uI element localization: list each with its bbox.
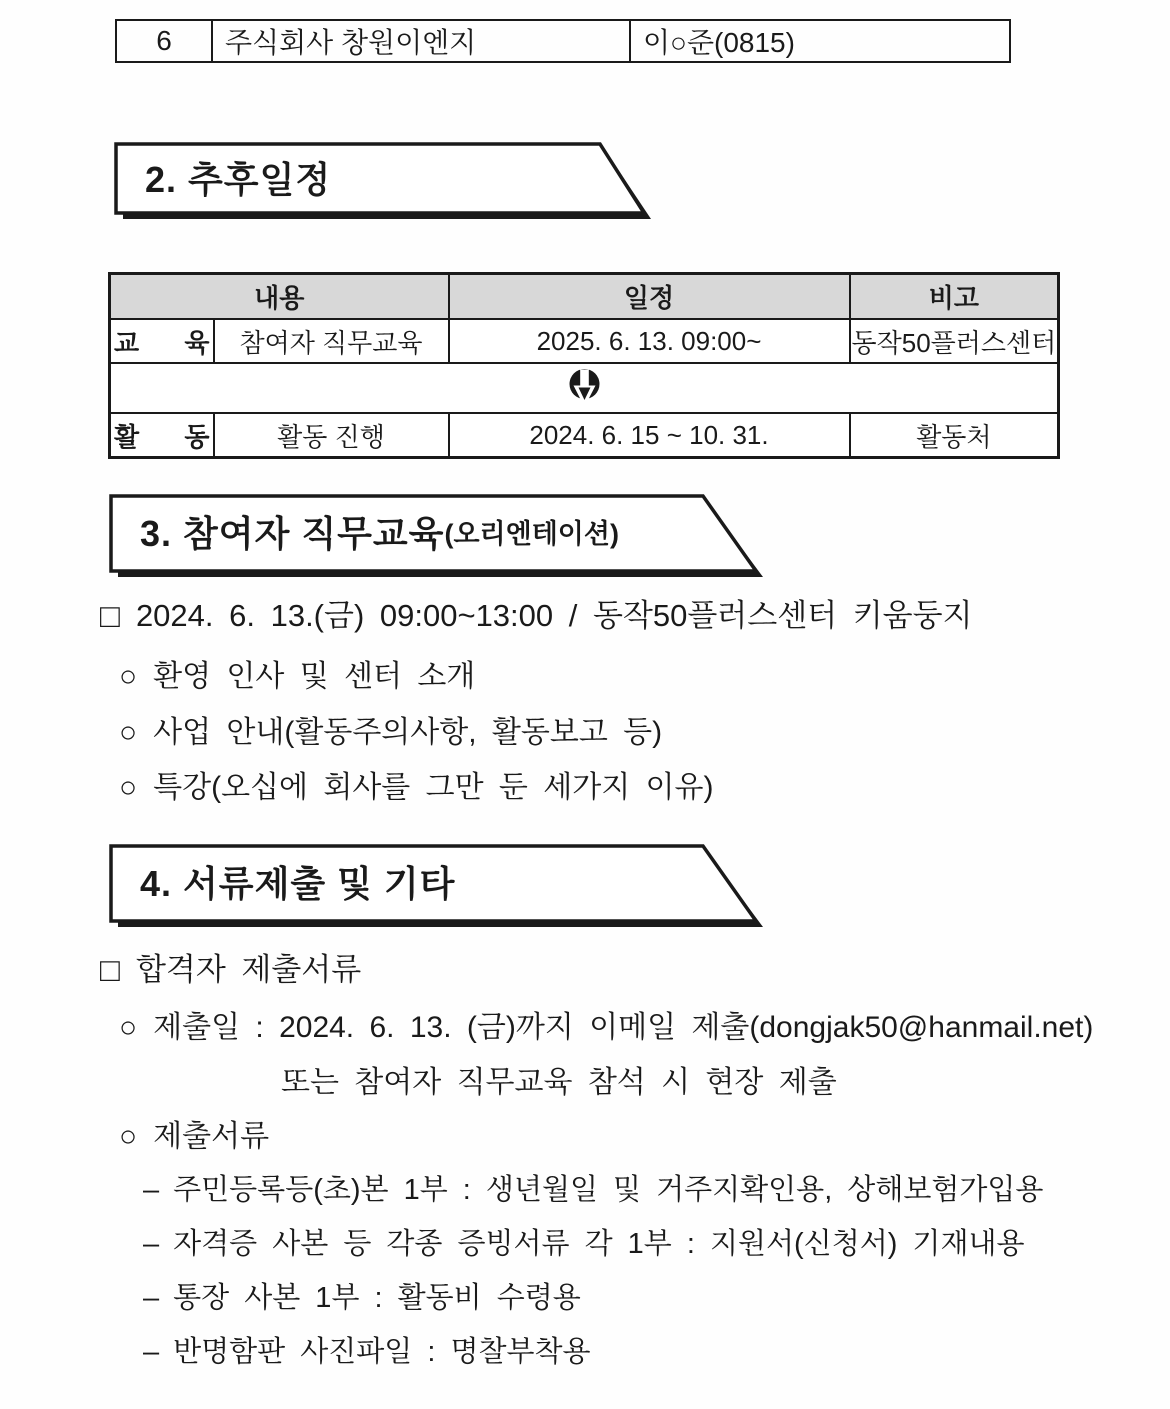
docs-label-line bbox=[119, 1111, 269, 1155]
document-item bbox=[143, 1275, 581, 1316]
schedule-cell: 2025. 6. 13. 09:00~ bbox=[449, 319, 850, 363]
category-cell: 교 육 bbox=[110, 319, 214, 363]
square-bullet-icon: □ bbox=[100, 597, 120, 634]
document-item bbox=[143, 1221, 1025, 1262]
section2-title: 2. 추후일정 bbox=[145, 158, 332, 200]
note-cell: 활동처 bbox=[850, 413, 1059, 458]
square-bullet-icon: □ bbox=[100, 951, 120, 988]
document-item-text: 반명함판 사진파일 : 명찰부착용 bbox=[173, 1336, 591, 1368]
docs-label-text: 제출서류 bbox=[153, 1120, 270, 1153]
top-company-table bbox=[115, 19, 1011, 63]
circle-bullet-icon: ○ bbox=[119, 1120, 138, 1153]
submit-date-continuation: 또는 참여자 직무교육 참석 시 현장 제출 bbox=[281, 1066, 837, 1099]
document-item bbox=[143, 1167, 1043, 1208]
schedule-row-education bbox=[110, 319, 1059, 363]
section2-banner bbox=[113, 141, 658, 223]
schedule-arrow-row bbox=[110, 363, 1059, 413]
submit-docs-subhead-text: 합격자 제출서류 bbox=[135, 952, 362, 987]
orientation-headline-text: 2024. 6. 13.(금) 09:00~13:00 / 동작50플러스센터 키움둥지 bbox=[135, 598, 973, 633]
orientation-item-text: 특강(오십에 회사를 그만 둔 세가지 이유) bbox=[153, 771, 714, 804]
section3-title-suffix: (오리엔테이션) bbox=[444, 519, 619, 550]
orientation-item-text: 사업 안내(활동주의사항, 활동보고 등) bbox=[153, 716, 663, 749]
document-item-text: 자격증 사본 등 각종 증빙서류 각 1부 : 지원서(신청서) 기재내용 bbox=[173, 1228, 1025, 1260]
circle-bullet-icon: ○ bbox=[119, 660, 138, 693]
row-number-cell: 6 bbox=[116, 20, 212, 62]
section3-title-main: 3. 참여자 직무교육 bbox=[140, 513, 445, 555]
schedule-table bbox=[108, 272, 1060, 459]
dash-bullet-icon: – bbox=[143, 1282, 160, 1314]
content-cell: 활동 진행 bbox=[214, 413, 449, 458]
orientation-item bbox=[119, 762, 713, 806]
header-note: 비고 bbox=[850, 274, 1059, 320]
orientation-headline bbox=[100, 590, 972, 635]
schedule-header-row bbox=[110, 274, 1059, 320]
section3-title bbox=[140, 493, 619, 570]
orientation-item bbox=[119, 707, 662, 751]
arrow-cell bbox=[110, 363, 1059, 413]
circle-bullet-icon: ○ bbox=[119, 716, 138, 749]
submit-docs-subhead bbox=[100, 944, 361, 989]
dash-bullet-icon: – bbox=[143, 1336, 160, 1368]
dash-bullet-icon: – bbox=[143, 1174, 160, 1206]
dash-bullet-icon: – bbox=[143, 1228, 160, 1260]
company-name-cell: 주식회사 창원이엔지 bbox=[212, 20, 630, 62]
header-schedule: 일정 bbox=[449, 274, 850, 320]
document-item-text: 통장 사본 1부 : 활동비 수령용 bbox=[173, 1282, 581, 1314]
section4-banner bbox=[108, 843, 768, 931]
document-item bbox=[143, 1329, 591, 1370]
section3-banner bbox=[108, 493, 768, 581]
submit-date-text: 제출일 : 2024. 6. 13. (금)까지 이메일 제출(dongjak50@hanmail.net) bbox=[153, 1011, 1094, 1044]
submit-date-line bbox=[119, 1002, 1093, 1046]
down-arrow-circle-icon bbox=[569, 367, 600, 409]
circle-bullet-icon: ○ bbox=[119, 771, 138, 804]
orientation-item-text: 환영 인사 및 센터 소개 bbox=[153, 660, 476, 693]
orientation-item bbox=[119, 651, 475, 695]
document-item-text: 주민등록등(초)본 1부 : 생년월일 및 거주지확인용, 상해보험가입용 bbox=[173, 1174, 1044, 1206]
category-cell: 활 동 bbox=[110, 413, 214, 458]
schedule-cell: 2024. 6. 15 ~ 10. 31. bbox=[449, 413, 850, 458]
table-row bbox=[116, 20, 1010, 62]
contact-name-cell: 이○준(0815) bbox=[630, 20, 1010, 62]
note-cell: 동작50플러스센터 bbox=[850, 319, 1059, 363]
content-cell: 참여자 직무교육 bbox=[214, 319, 449, 363]
schedule-row-activity bbox=[110, 413, 1059, 458]
section4-title: 4. 서류제출 및 기타 bbox=[140, 863, 456, 905]
circle-bullet-icon: ○ bbox=[119, 1011, 138, 1044]
header-content: 내용 bbox=[110, 274, 449, 320]
